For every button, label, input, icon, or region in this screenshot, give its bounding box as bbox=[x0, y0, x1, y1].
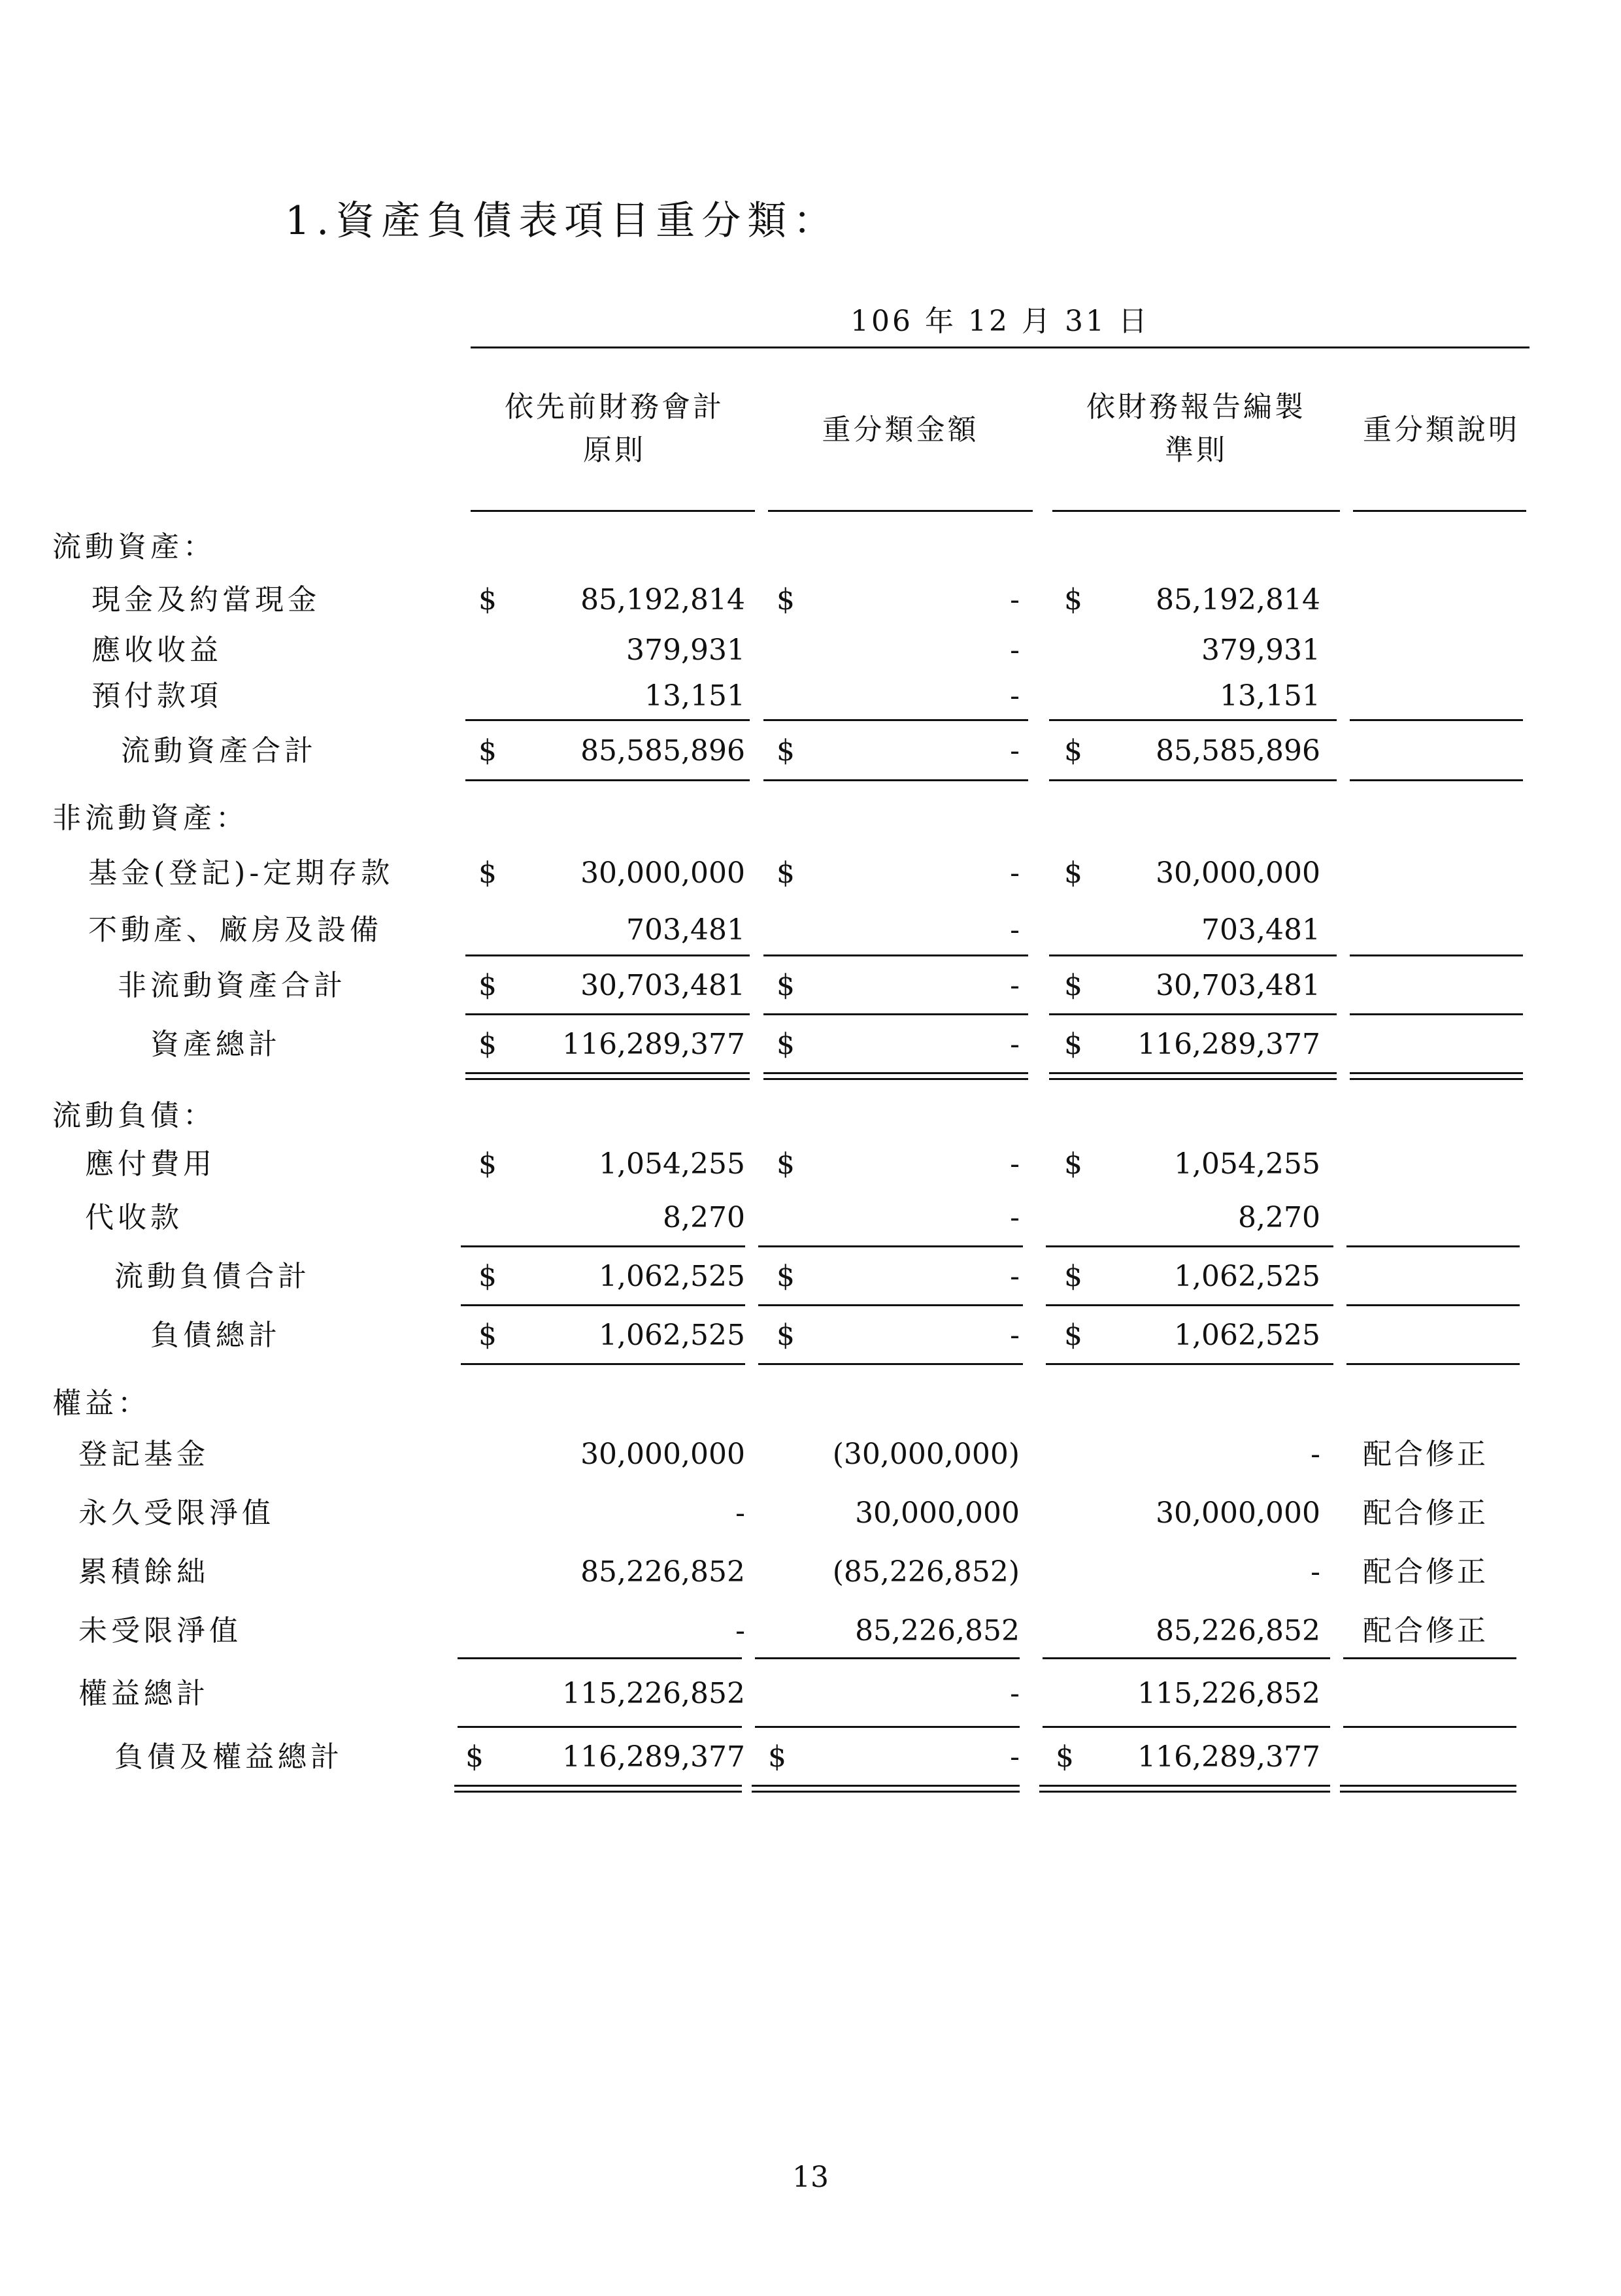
row-label: 應收收益 bbox=[92, 633, 222, 667]
reclass-amount: - bbox=[1010, 734, 1020, 768]
prior-amount: - bbox=[735, 1614, 745, 1647]
new-amount: - bbox=[1311, 1438, 1320, 1471]
header-reclass-amount: 重分類金額 bbox=[822, 413, 979, 447]
total-double-rule bbox=[454, 1785, 742, 1793]
header-prior-gaap: 依先前財務會計 原則 bbox=[505, 390, 724, 467]
currency-sign: $ bbox=[478, 856, 497, 890]
table-row bbox=[0, 579, 1621, 622]
row-label: 現金及約當現金 bbox=[92, 583, 320, 616]
reclass-amount: (30,000,000) bbox=[832, 1438, 1020, 1471]
subtotal-rule bbox=[1046, 1245, 1333, 1247]
prior-amount: 703,481 bbox=[626, 913, 745, 947]
reclass-amount: - bbox=[1010, 633, 1020, 667]
subtotal-rule bbox=[763, 1013, 1028, 1015]
row-label: 流動資產合計 bbox=[121, 734, 317, 768]
currency-sign: $ bbox=[777, 969, 795, 1002]
currency-sign: $ bbox=[1056, 1740, 1074, 1774]
header-underline-1 bbox=[471, 510, 755, 512]
subtotal-rule bbox=[1343, 1657, 1516, 1659]
header-underline-4 bbox=[1353, 510, 1526, 512]
table-row bbox=[0, 1610, 1621, 1653]
new-amount: 115,226,852 bbox=[1137, 1677, 1320, 1710]
table-row bbox=[0, 629, 1621, 672]
new-amount: 8,270 bbox=[1238, 1201, 1320, 1234]
new-amount: 116,289,377 bbox=[1137, 1028, 1320, 1061]
reclass-note: 配合修正 bbox=[1363, 1438, 1488, 1471]
new-amount: 85,226,852 bbox=[1156, 1614, 1320, 1647]
subtotal-rule bbox=[458, 1657, 742, 1659]
subtotal-rule bbox=[763, 954, 1028, 956]
row-label: 基金(登記)-定期存款 bbox=[88, 856, 394, 890]
section-noncurrent-assets: 非流動資產： bbox=[52, 802, 248, 835]
prior-amount: 1,054,255 bbox=[599, 1147, 745, 1181]
prior-amount: 85,226,852 bbox=[580, 1555, 745, 1589]
currency-sign: $ bbox=[1064, 1319, 1082, 1352]
new-amount: 30,703,481 bbox=[1156, 969, 1320, 1002]
currency-sign: $ bbox=[777, 1028, 795, 1061]
row-label: 非流動資產合計 bbox=[118, 969, 346, 1002]
currency-sign: $ bbox=[478, 734, 497, 768]
table-row bbox=[0, 1736, 1621, 1779]
currency-sign: $ bbox=[1064, 734, 1082, 768]
reclass-amount: - bbox=[1010, 1740, 1020, 1774]
reclass-amount: 85,226,852 bbox=[855, 1614, 1020, 1647]
table-row bbox=[0, 852, 1621, 895]
currency-sign: $ bbox=[1064, 1260, 1082, 1293]
header-underline-2 bbox=[768, 510, 1033, 512]
new-amount: - bbox=[1311, 1555, 1320, 1589]
subtotal-rule bbox=[1346, 1363, 1520, 1365]
table-row bbox=[0, 1196, 1621, 1240]
row-label: 流動負債合計 bbox=[114, 1260, 310, 1293]
prior-amount: 13,151 bbox=[644, 679, 745, 713]
row-label: 負債及權益總計 bbox=[114, 1740, 343, 1774]
subtotal-rule bbox=[1043, 1657, 1330, 1659]
subtotal-rule bbox=[1350, 779, 1523, 781]
new-amount: 1,054,255 bbox=[1174, 1147, 1320, 1181]
row-label: 權益總計 bbox=[78, 1677, 209, 1710]
reclass-amount: - bbox=[1010, 583, 1020, 616]
subtotal-rule bbox=[461, 1304, 745, 1306]
subtotal-rule bbox=[1043, 1726, 1330, 1728]
prior-amount: 116,289,377 bbox=[562, 1028, 745, 1061]
currency-sign: $ bbox=[768, 1740, 786, 1774]
currency-sign: $ bbox=[478, 969, 497, 1002]
row-label: 永久受限淨值 bbox=[78, 1496, 275, 1530]
prior-amount: 30,703,481 bbox=[580, 969, 745, 1002]
currency-sign: $ bbox=[777, 734, 795, 768]
row-label: 應付費用 bbox=[85, 1147, 216, 1181]
prior-amount: 30,000,000 bbox=[580, 856, 745, 890]
reclass-amount: - bbox=[1010, 679, 1020, 713]
reclass-amount: - bbox=[1010, 1319, 1020, 1352]
new-amount: 379,931 bbox=[1201, 633, 1320, 667]
prior-amount: 1,062,525 bbox=[599, 1260, 745, 1293]
subtotal-rule bbox=[758, 1245, 1023, 1247]
section-current-assets: 流動資產： bbox=[52, 530, 216, 564]
reclass-amount: - bbox=[1010, 969, 1020, 1002]
currency-sign: $ bbox=[465, 1740, 484, 1774]
new-amount: 85,192,814 bbox=[1156, 583, 1320, 616]
new-amount: 703,481 bbox=[1201, 913, 1320, 947]
table-row bbox=[0, 1143, 1621, 1186]
row-label: 未受限淨值 bbox=[78, 1614, 242, 1647]
reclass-amount: - bbox=[1010, 913, 1020, 947]
subtotal-rule bbox=[465, 954, 750, 956]
total-double-rule bbox=[465, 1072, 750, 1080]
subtotal-rule bbox=[1346, 1245, 1520, 1247]
subtotal-rule bbox=[465, 1013, 750, 1015]
currency-sign: $ bbox=[1064, 856, 1082, 890]
new-amount: 85,585,896 bbox=[1156, 734, 1320, 768]
section-equity: 權益： bbox=[52, 1387, 150, 1420]
currency-sign: $ bbox=[1064, 1147, 1082, 1181]
subtotal-rule bbox=[458, 1726, 742, 1728]
table-row bbox=[0, 1255, 1621, 1298]
prior-amount: - bbox=[735, 1496, 745, 1530]
table-row bbox=[0, 1551, 1621, 1594]
row-label: 負債總計 bbox=[150, 1319, 281, 1352]
table-row bbox=[0, 730, 1621, 773]
prior-amount: 115,226,852 bbox=[562, 1677, 745, 1710]
row-label: 預付款項 bbox=[92, 679, 222, 713]
currency-sign: $ bbox=[777, 583, 795, 616]
subtotal-rule bbox=[1049, 779, 1337, 781]
reclass-amount: - bbox=[1010, 1201, 1020, 1234]
table-row bbox=[0, 1492, 1621, 1535]
currency-sign: $ bbox=[777, 1319, 795, 1352]
new-amount: 13,151 bbox=[1220, 679, 1320, 713]
new-amount: 116,289,377 bbox=[1137, 1740, 1320, 1774]
currency-sign: $ bbox=[478, 1028, 497, 1061]
header-underline-3 bbox=[1052, 510, 1340, 512]
subtotal-rule bbox=[1350, 719, 1523, 721]
new-amount: 1,062,525 bbox=[1174, 1319, 1320, 1352]
subtotal-rule bbox=[755, 1657, 1020, 1659]
subtotal-rule bbox=[758, 1304, 1023, 1306]
subtotal-rule bbox=[461, 1363, 745, 1365]
reclass-amount: - bbox=[1010, 1260, 1020, 1293]
new-amount: 1,062,525 bbox=[1174, 1260, 1320, 1293]
page-number: 13 bbox=[792, 2161, 829, 2194]
reclass-amount: 30,000,000 bbox=[855, 1496, 1020, 1530]
statement-date: 106 年 12 月 31 日 bbox=[850, 305, 1150, 338]
subtotal-rule bbox=[1350, 1013, 1523, 1015]
currency-sign: $ bbox=[777, 1147, 795, 1181]
currency-sign: $ bbox=[777, 856, 795, 890]
table-row bbox=[0, 1314, 1621, 1357]
row-label: 代收款 bbox=[85, 1201, 183, 1234]
prior-amount: 8,270 bbox=[663, 1201, 745, 1234]
reclass-amount: - bbox=[1010, 1028, 1020, 1061]
prior-amount: 85,585,896 bbox=[580, 734, 745, 768]
subtotal-rule bbox=[1350, 954, 1523, 956]
subtotal-rule bbox=[763, 779, 1028, 781]
reclass-note: 配合修正 bbox=[1363, 1555, 1488, 1589]
prior-amount: 1,062,525 bbox=[599, 1319, 745, 1352]
row-label: 累積餘絀 bbox=[78, 1555, 209, 1589]
currency-sign: $ bbox=[1064, 969, 1082, 1002]
row-label: 不動產、廠房及設備 bbox=[88, 913, 382, 947]
new-amount: 30,000,000 bbox=[1156, 1496, 1320, 1530]
reclass-note: 配合修正 bbox=[1363, 1496, 1488, 1530]
total-double-rule bbox=[1049, 1072, 1337, 1080]
subtotal-rule bbox=[755, 1726, 1020, 1728]
table-row bbox=[0, 1433, 1621, 1476]
subtotal-rule bbox=[1046, 1304, 1333, 1306]
total-double-rule bbox=[763, 1072, 1028, 1080]
table-row bbox=[0, 675, 1621, 718]
subtotal-rule bbox=[465, 719, 750, 721]
reclass-note: 配合修正 bbox=[1363, 1614, 1488, 1647]
currency-sign: $ bbox=[478, 1147, 497, 1181]
reclass-amount: - bbox=[1010, 1147, 1020, 1181]
header-new-standard: 依財務報告編製 準則 bbox=[1086, 390, 1306, 467]
table-row bbox=[0, 1023, 1621, 1066]
table-row bbox=[0, 964, 1621, 1007]
prior-amount: 116,289,377 bbox=[562, 1740, 745, 1774]
subtotal-rule bbox=[1046, 1363, 1333, 1365]
total-double-rule bbox=[1340, 1785, 1516, 1793]
reclass-amount: (85,226,852) bbox=[832, 1555, 1020, 1589]
prior-amount: 85,192,814 bbox=[580, 583, 745, 616]
total-double-rule bbox=[1039, 1785, 1330, 1793]
subtotal-rule bbox=[758, 1363, 1023, 1365]
currency-sign: $ bbox=[478, 1260, 497, 1293]
total-double-rule bbox=[1350, 1072, 1523, 1080]
section-current-liabilities: 流動負債： bbox=[52, 1099, 216, 1132]
prior-amount: 30,000,000 bbox=[580, 1438, 745, 1471]
currency-sign: $ bbox=[478, 583, 497, 616]
row-label: 資產總計 bbox=[150, 1028, 281, 1061]
subtotal-rule bbox=[1049, 719, 1337, 721]
table-row bbox=[0, 1672, 1621, 1715]
prior-amount: 379,931 bbox=[626, 633, 745, 667]
subtotal-rule bbox=[1343, 1726, 1516, 1728]
date-underline bbox=[471, 346, 1529, 348]
currency-sign: $ bbox=[1064, 583, 1082, 616]
subtotal-rule bbox=[1049, 1013, 1337, 1015]
subtotal-rule bbox=[1346, 1304, 1520, 1306]
currency-sign: $ bbox=[478, 1319, 497, 1352]
currency-sign: $ bbox=[1064, 1028, 1082, 1061]
new-amount: 30,000,000 bbox=[1156, 856, 1320, 890]
subtotal-rule bbox=[461, 1245, 745, 1247]
row-label: 登記基金 bbox=[78, 1438, 209, 1471]
header-reclass-note: 重分類說明 bbox=[1363, 413, 1520, 447]
total-double-rule bbox=[752, 1785, 1020, 1793]
subtotal-rule bbox=[465, 779, 750, 781]
reclass-amount: - bbox=[1010, 856, 1020, 890]
table-row bbox=[0, 909, 1621, 952]
subtotal-rule bbox=[763, 719, 1028, 721]
subtotal-rule bbox=[1049, 954, 1337, 956]
currency-sign: $ bbox=[777, 1260, 795, 1293]
section-title: 1.資產負債表項目重分類： bbox=[285, 198, 839, 244]
reclass-amount: - bbox=[1010, 1677, 1020, 1710]
